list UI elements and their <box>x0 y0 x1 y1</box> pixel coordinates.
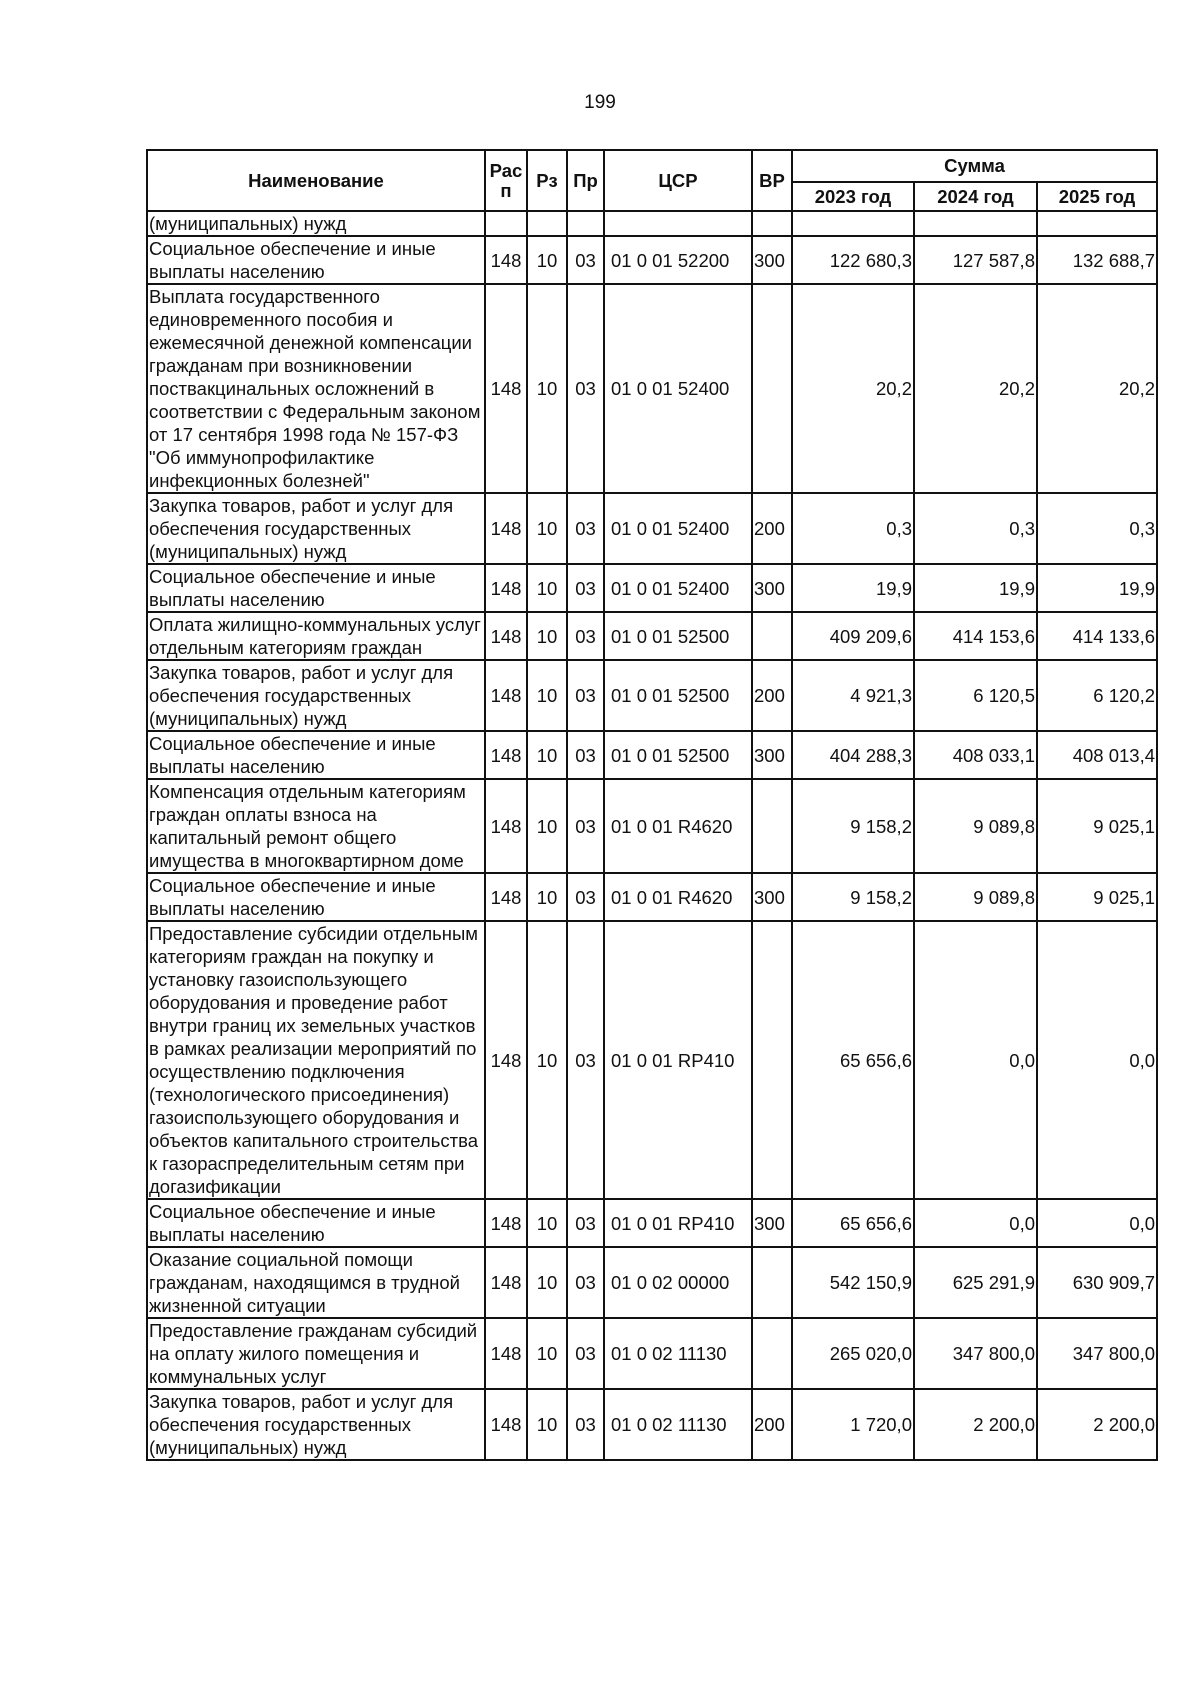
cell-rz: 10 <box>527 612 567 660</box>
table-body <box>147 211 1157 1460</box>
table-row <box>147 211 1157 236</box>
cell-name: Социальное обеспечение и иные выплаты населению <box>147 873 485 921</box>
table-row <box>147 1389 1157 1460</box>
cell-2023: 1 720,0 <box>792 1389 914 1460</box>
header-year-2025: 2025 год <box>1037 182 1157 211</box>
cell-2023: 19,9 <box>792 564 914 612</box>
cell-rz: 10 <box>527 921 567 1199</box>
header-name: Наименование <box>147 150 485 211</box>
cell-csr: 01 0 02 11130 <box>604 1318 752 1389</box>
table-row <box>147 564 1157 612</box>
cell-rasp <box>485 211 527 236</box>
cell-2023: 122 680,3 <box>792 236 914 284</box>
cell-csr: 01 0 01 52400 <box>604 284 752 493</box>
cell-2023: 20,2 <box>792 284 914 493</box>
cell-csr: 01 0 01 52400 <box>604 493 752 564</box>
cell-2024: 0,3 <box>914 493 1037 564</box>
cell-vr: 300 <box>752 236 792 284</box>
cell-name: Социальное обеспечение и иные выплаты населению <box>147 1199 485 1247</box>
cell-rz: 10 <box>527 1199 567 1247</box>
cell-vr <box>752 211 792 236</box>
header-rz: Рз <box>527 150 567 211</box>
cell-2025: 347 800,0 <box>1037 1318 1157 1389</box>
cell-2024: 9 089,8 <box>914 873 1037 921</box>
table-row <box>147 1199 1157 1247</box>
cell-csr: 01 0 01 52500 <box>604 612 752 660</box>
cell-csr: 01 0 01 R4620 <box>604 779 752 873</box>
cell-rasp: 148 <box>485 731 527 779</box>
cell-name: Социальное обеспечение и иные выплаты населению <box>147 564 485 612</box>
cell-vr: 300 <box>752 731 792 779</box>
cell-pr: 03 <box>567 1389 604 1460</box>
table-row <box>147 612 1157 660</box>
cell-pr: 03 <box>567 1247 604 1318</box>
cell-rz: 10 <box>527 1389 567 1460</box>
cell-vr: 200 <box>752 1389 792 1460</box>
cell-csr: 01 0 01 52500 <box>604 660 752 731</box>
table-row <box>147 1247 1157 1318</box>
cell-rz: 10 <box>527 731 567 779</box>
cell-rz: 10 <box>527 1247 567 1318</box>
cell-vr: 200 <box>752 493 792 564</box>
cell-vr <box>752 921 792 1199</box>
cell-vr: 300 <box>752 873 792 921</box>
cell-2025: 9 025,1 <box>1037 779 1157 873</box>
cell-2024: 625 291,9 <box>914 1247 1037 1318</box>
cell-name: (муниципальных) нужд <box>147 211 485 236</box>
cell-pr: 03 <box>567 236 604 284</box>
cell-pr: 03 <box>567 564 604 612</box>
cell-2025: 0,0 <box>1037 1199 1157 1247</box>
header-year-2024: 2024 год <box>914 182 1037 211</box>
cell-2025: 414 133,6 <box>1037 612 1157 660</box>
cell-name: Оплата жилищно-коммунальных услуг отдельным категориям граждан <box>147 612 485 660</box>
header-csr: ЦСР <box>604 150 752 211</box>
cell-pr: 03 <box>567 779 604 873</box>
budget-table <box>146 149 1158 1461</box>
cell-csr: 01 0 01 52200 <box>604 236 752 284</box>
cell-name: Социальное обеспечение и иные выплаты населению <box>147 731 485 779</box>
cell-rasp: 148 <box>485 236 527 284</box>
cell-rz: 10 <box>527 236 567 284</box>
cell-rz: 10 <box>527 873 567 921</box>
cell-2025: 132 688,7 <box>1037 236 1157 284</box>
header-vr: ВР <box>752 150 792 211</box>
cell-pr: 03 <box>567 873 604 921</box>
cell-2024: 2 200,0 <box>914 1389 1037 1460</box>
cell-csr: 01 0 01 RP410 <box>604 921 752 1199</box>
cell-pr: 03 <box>567 921 604 1199</box>
table-row <box>147 493 1157 564</box>
cell-2023: 9 158,2 <box>792 873 914 921</box>
cell-vr: 200 <box>752 660 792 731</box>
cell-2023 <box>792 211 914 236</box>
cell-pr: 03 <box>567 660 604 731</box>
cell-2023: 9 158,2 <box>792 779 914 873</box>
cell-2023: 404 288,3 <box>792 731 914 779</box>
cell-2025: 408 013,4 <box>1037 731 1157 779</box>
cell-rasp: 148 <box>485 564 527 612</box>
cell-2025: 9 025,1 <box>1037 873 1157 921</box>
cell-2024: 0,0 <box>914 921 1037 1199</box>
cell-rz: 10 <box>527 493 567 564</box>
cell-2025: 0,3 <box>1037 493 1157 564</box>
cell-name: Компенсация отдельным категориям граждан оплаты взноса на капитальный ремонт общего имущества в многоквартирном доме <box>147 779 485 873</box>
cell-vr: 300 <box>752 564 792 612</box>
cell-pr: 03 <box>567 1318 604 1389</box>
cell-name: Закупка товаров, работ и услуг для обеспечения государственных (муниципальных) нужд <box>147 1389 485 1460</box>
cell-name: Закупка товаров, работ и услуг для обеспечения государственных (муниципальных) нужд <box>147 493 485 564</box>
cell-rasp: 148 <box>485 1389 527 1460</box>
cell-rasp: 148 <box>485 779 527 873</box>
cell-rasp: 148 <box>485 1199 527 1247</box>
cell-2023: 265 020,0 <box>792 1318 914 1389</box>
cell-pr: 03 <box>567 284 604 493</box>
cell-pr: 03 <box>567 731 604 779</box>
cell-2024: 127 587,8 <box>914 236 1037 284</box>
cell-2024: 19,9 <box>914 564 1037 612</box>
cell-2023: 4 921,3 <box>792 660 914 731</box>
cell-2024: 9 089,8 <box>914 779 1037 873</box>
cell-csr: 01 0 01 52500 <box>604 731 752 779</box>
cell-pr: 03 <box>567 493 604 564</box>
table-row <box>147 284 1157 493</box>
cell-rz: 10 <box>527 564 567 612</box>
cell-rasp: 148 <box>485 921 527 1199</box>
cell-2025: 630 909,7 <box>1037 1247 1157 1318</box>
cell-rz: 10 <box>527 660 567 731</box>
cell-name: Социальное обеспечение и иные выплаты населению <box>147 236 485 284</box>
cell-2025: 2 200,0 <box>1037 1389 1157 1460</box>
cell-rasp: 148 <box>485 1318 527 1389</box>
cell-rz: 10 <box>527 779 567 873</box>
cell-2025: 20,2 <box>1037 284 1157 493</box>
cell-2024: 414 153,6 <box>914 612 1037 660</box>
cell-csr: 01 0 02 11130 <box>604 1389 752 1460</box>
cell-name: Выплата государственного единовременного пособия и ежемесячной денежной компенсации гражданам при возникновении поствакцинальных осложнений в соответствии с Федеральным законом от 17 сентября 1998 года № 157-ФЗ "Об иммунопрофилактике инфекционных болезней" <box>147 284 485 493</box>
table-row <box>147 236 1157 284</box>
table-row <box>147 731 1157 779</box>
cell-pr: 03 <box>567 612 604 660</box>
cell-vr <box>752 284 792 493</box>
cell-2023: 65 656,6 <box>792 1199 914 1247</box>
cell-rz: 10 <box>527 1318 567 1389</box>
cell-csr: 01 0 01 52400 <box>604 564 752 612</box>
cell-csr: 01 0 01 R4620 <box>604 873 752 921</box>
cell-vr <box>752 1247 792 1318</box>
header-rasp: Рас п <box>485 150 527 211</box>
cell-2024: 6 120,5 <box>914 660 1037 731</box>
cell-csr <box>604 211 752 236</box>
cell-rasp: 148 <box>485 284 527 493</box>
cell-2025: 6 120,2 <box>1037 660 1157 731</box>
cell-rasp: 148 <box>485 660 527 731</box>
cell-2023: 65 656,6 <box>792 921 914 1199</box>
cell-2025: 19,9 <box>1037 564 1157 612</box>
cell-vr <box>752 779 792 873</box>
header-year-2023: 2023 год <box>792 182 914 211</box>
cell-2024: 0,0 <box>914 1199 1037 1247</box>
cell-2023: 0,3 <box>792 493 914 564</box>
table-row <box>147 921 1157 1199</box>
cell-rz <box>527 211 567 236</box>
table-row <box>147 873 1157 921</box>
header-sum: Сумма <box>792 150 1157 182</box>
cell-name: Предоставление субсидии отдельным категориям граждан на покупку и установку газоиспользующего оборудования и проведение работ внутри границ их земельных участков в рамках реализации мероприятий по осуществлению подключения (технологического присоединения) газоиспользующего оборудования и объектов капитального строительства к газораспределительным сетям при догазификации <box>147 921 485 1199</box>
cell-rasp: 148 <box>485 612 527 660</box>
cell-csr: 01 0 02 00000 <box>604 1247 752 1318</box>
cell-2024: 408 033,1 <box>914 731 1037 779</box>
table-row <box>147 779 1157 873</box>
cell-vr <box>752 1318 792 1389</box>
cell-2025 <box>1037 211 1157 236</box>
cell-pr: 03 <box>567 1199 604 1247</box>
cell-csr: 01 0 01 RP410 <box>604 1199 752 1247</box>
cell-rz: 10 <box>527 284 567 493</box>
cell-name: Оказание социальной помощи гражданам, находящимся в трудной жизненной ситуации <box>147 1247 485 1318</box>
cell-2023: 542 150,9 <box>792 1247 914 1318</box>
cell-2023: 409 209,6 <box>792 612 914 660</box>
cell-2024: 20,2 <box>914 284 1037 493</box>
page-number: 199 <box>584 92 616 113</box>
table-row <box>147 1318 1157 1389</box>
cell-name: Предоставление гражданам субсидий на оплату жилого помещения и коммунальных услуг <box>147 1318 485 1389</box>
table-row <box>147 660 1157 731</box>
cell-rasp: 148 <box>485 1247 527 1318</box>
cell-2024 <box>914 211 1037 236</box>
cell-name: Закупка товаров, работ и услуг для обеспечения государственных (муниципальных) нужд <box>147 660 485 731</box>
cell-rasp: 148 <box>485 873 527 921</box>
header-pr: Пр <box>567 150 604 211</box>
cell-2025: 0,0 <box>1037 921 1157 1199</box>
cell-vr <box>752 612 792 660</box>
cell-2024: 347 800,0 <box>914 1318 1037 1389</box>
cell-vr: 300 <box>752 1199 792 1247</box>
cell-rasp: 148 <box>485 493 527 564</box>
cell-pr <box>567 211 604 236</box>
table-header <box>147 150 1157 211</box>
